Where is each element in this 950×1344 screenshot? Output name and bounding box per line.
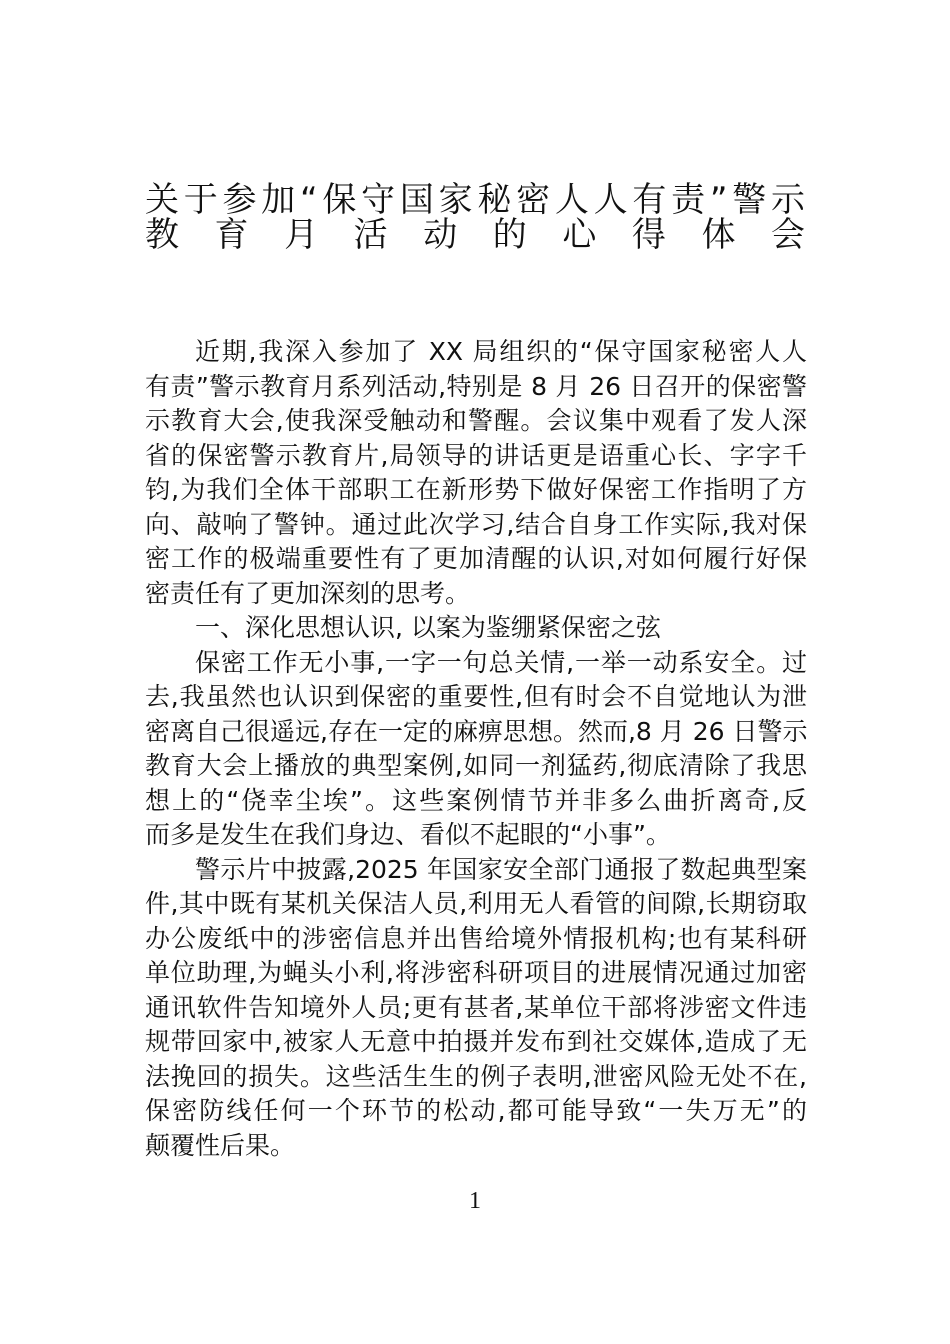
document-title [145, 172, 805, 255]
text-line: 想上的“侥幸尘埃”。这些案例情节并非多么曲折离奇,反 [145, 785, 807, 815]
text-line: 教育大会上播放的典型案例,如同一剂猛药,彻底清除了我思 [145, 751, 807, 780]
text-line: 颠覆性后果。 [145, 1130, 296, 1160]
text-line: 密离自己很遥远,存在一定的麻痹思想。然而,8 月 26 日警示 [145, 716, 808, 746]
paragraph-intro [145, 335, 807, 611]
text-line: 示教育大会,使我深受触动和警醒。会议集中观看了发人深 [145, 406, 807, 435]
paragraph-reflection [145, 646, 807, 853]
text-line: 钧,为我们全体干部职工在新形势下做好保密工作指明了方 [145, 475, 807, 504]
text-line: 向、敲响了警钟。通过此次学习,结合自身工作实际,我对保 [145, 509, 807, 539]
title-line: 关于参加“保守国家秘密人人有责”警示 [145, 180, 805, 220]
text-line: 保密工作无小事,一字一句总关情,一举一动系安全。过 [195, 647, 807, 677]
paragraph-cases [145, 853, 807, 1164]
text-line: 通讯软件告知境外人员;更有甚者,某单位干部将涉密文件违 [145, 992, 807, 1022]
text-line: 保密防线任何一个环节的松动,都可能导致“一失万无”的 [145, 1096, 807, 1125]
title-line: 教育月活动的心得体会 [145, 214, 805, 255]
heading-line: 一、深化思想认识, 以案为鉴绷紧保密之弦 [195, 613, 661, 642]
text-line: 件,其中既有某机关保洁人员,利用无人看管的间隙,长期窃取 [145, 889, 807, 918]
text-line: 去,我虽然也认识到保密的重要性,但有时会不自觉地认为泄 [145, 682, 807, 711]
text-line: 有责”警示教育月系列活动,特别是 8 月 26 日召开的保密警 [145, 371, 807, 401]
text-line: 规带回家中,被家人无意中拍摄并发布到社交媒体,造成了无 [145, 1027, 807, 1056]
text-line: 而多是发生在我们身边、看似不起眼的“小事”。 [145, 820, 671, 849]
document-body [145, 335, 807, 1163]
text-line: 警示片中披露,2025 年国家安全部门通报了数起典型案 [195, 854, 807, 884]
text-line: 办公废纸中的涉密信息并出售给境外情报机构;也有某科研 [145, 923, 807, 953]
section-heading [145, 611, 807, 646]
text-line: 密工作的极端重要性有了更加清醒的认识,对如何履行好保 [145, 544, 807, 573]
text-line: 单位助理,为蝇头小利,将涉密科研项目的进展情况通过加密 [145, 958, 807, 987]
text-line: 近期,我深入参加了 XX 局组织的“保守国家秘密人人 [195, 337, 807, 366]
text-line: 省的保密警示教育片,局领导的讲话更是语重心长、字字千 [145, 440, 807, 470]
page-number: 1 [469, 1188, 481, 1214]
text-line: 法挽回的损失。这些活生生的例子表明,泄密风险无处不在, [145, 1061, 807, 1091]
text-line: 密责任有了更加深刻的思考。 [145, 578, 471, 608]
